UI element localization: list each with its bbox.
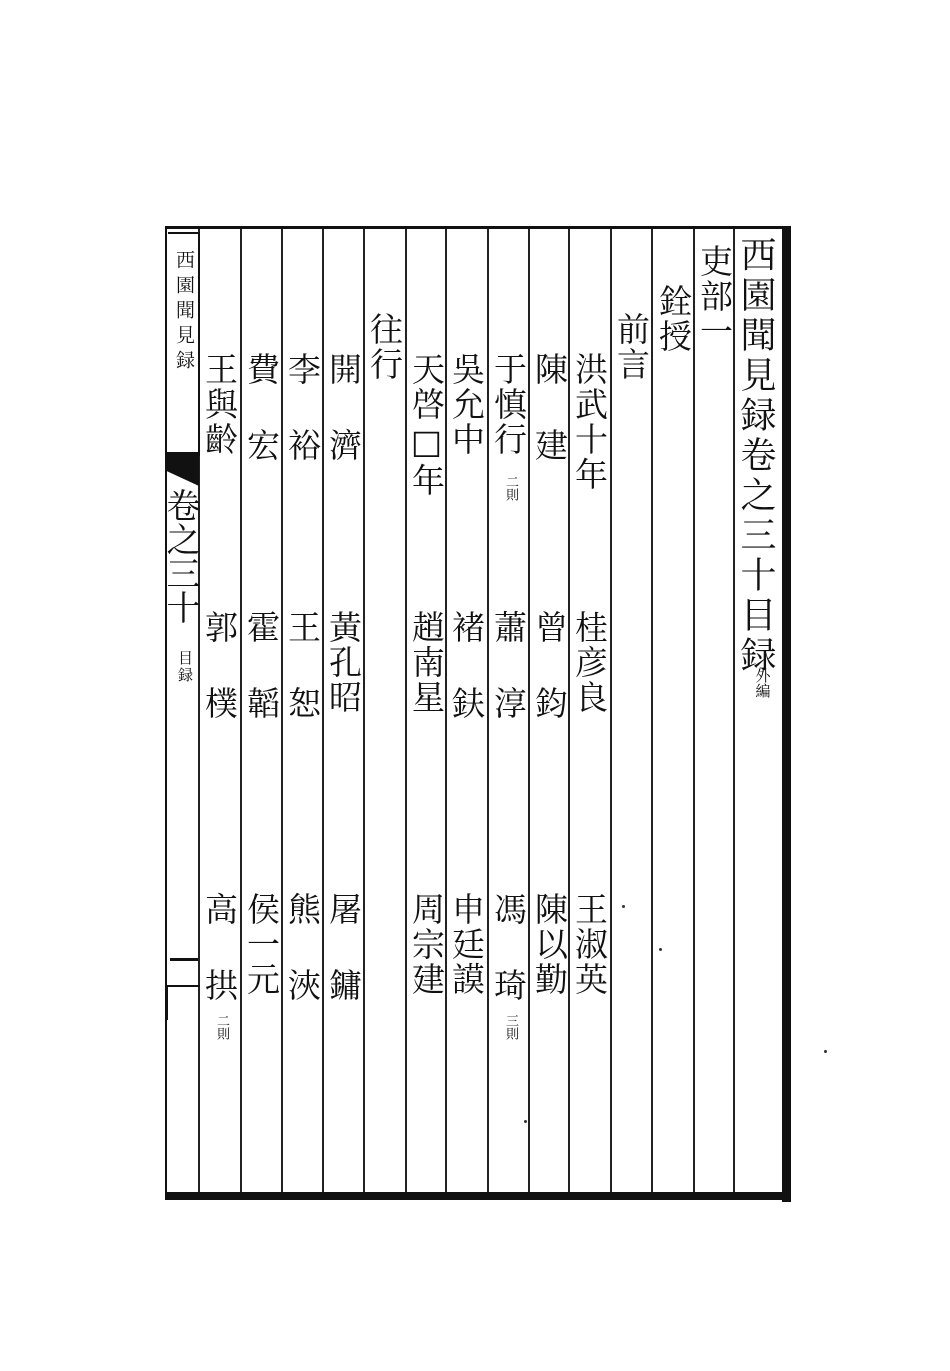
margin-book-title — [170, 250, 198, 375]
entry-name: 蕭 淳 — [489, 610, 528, 721]
entry-column — [406, 352, 446, 498]
entry-column — [488, 352, 528, 457]
entry-name: 霍 韜 — [242, 610, 281, 721]
entry-name: 王與齡 — [200, 352, 239, 457]
heading-qianyan: 前言 — [612, 312, 651, 382]
entry-column — [323, 610, 363, 715]
heading-column — [611, 312, 651, 382]
entry-name: 李 裕 — [283, 352, 322, 463]
entry-name: 周宗建 — [407, 892, 446, 997]
entry-column — [529, 892, 569, 997]
frame-left-border — [165, 226, 167, 1198]
entry-column — [569, 610, 609, 715]
title-note: 外編 — [753, 668, 772, 698]
entry-column — [241, 352, 281, 463]
entry-name: 侯一元 — [242, 892, 281, 997]
entry-column — [199, 352, 239, 457]
entry-name: 屠 鏞 — [324, 892, 363, 1003]
entry-name: 開 濟 — [324, 352, 363, 463]
ink-speck — [622, 905, 625, 908]
entry-name: 熊 浹 — [283, 892, 322, 1003]
entry-count-note: 二則 — [214, 1014, 229, 1040]
column-rule — [693, 229, 695, 1192]
entry-note — [207, 1014, 235, 1040]
entry-count-note: 二則 — [503, 475, 518, 501]
ink-speck — [659, 948, 662, 951]
entry-name: 桂彦良 — [570, 610, 609, 715]
title-column — [735, 236, 775, 676]
entry-name: 陳 建 — [530, 352, 569, 463]
title-note-column — [747, 668, 777, 698]
subsection-column — [653, 284, 693, 354]
entry-note — [496, 475, 524, 501]
entry-name: 王 恕 — [283, 610, 322, 721]
margin-volume-text: 卷之三十 — [160, 488, 200, 624]
margin-rule-vertical — [166, 985, 168, 1020]
entry-column — [569, 892, 609, 997]
entry-name: 趙南星 — [407, 610, 446, 715]
margin-page-number-text — [170, 938, 171, 939]
entry-column — [406, 892, 446, 997]
margin-page-number — [170, 958, 198, 961]
entry-name: 黃孔昭 — [324, 610, 363, 715]
entry-column — [488, 610, 528, 721]
entry-column — [282, 892, 322, 1003]
column-rule — [651, 229, 653, 1192]
entry-count-note: 三則 — [503, 1014, 518, 1040]
entry-name: 費 宏 — [242, 352, 281, 463]
heading-wangxing: 往行 — [365, 312, 404, 382]
entry-column — [282, 352, 322, 463]
entry-name: 陳以勤 — [530, 892, 569, 997]
entry-column — [199, 892, 239, 1003]
entry-name: 天啓□年 — [407, 352, 446, 498]
entry-column — [323, 352, 363, 463]
entry-note — [496, 1014, 524, 1040]
fish-tail-mark — [166, 452, 199, 486]
entry-name: 于慎行 — [489, 352, 528, 457]
entry-column — [406, 610, 446, 715]
entry-column — [446, 610, 486, 721]
entry-column — [446, 352, 486, 457]
entry-name: 褚 鈇 — [447, 610, 486, 721]
entry-column — [282, 610, 322, 721]
entry-column — [529, 352, 569, 463]
entry-name: 洪武十年 — [570, 352, 609, 492]
frame-right-border — [782, 226, 791, 1202]
margin-rule — [166, 985, 200, 987]
page-title: 西園聞見録卷之三十目録 — [735, 236, 776, 676]
entry-column — [529, 610, 569, 721]
heading-column — [364, 312, 404, 382]
entry-name: 王淑英 — [570, 892, 609, 997]
section-heading: 吏部一 — [695, 244, 734, 349]
entry-name: 申廷謨 — [447, 892, 486, 997]
margin-section-text: 目録 — [176, 650, 194, 684]
entry-column — [241, 610, 281, 721]
entry-name: 曾 鈞 — [530, 610, 569, 721]
section-column — [694, 244, 734, 349]
subsection-heading: 銓授 — [654, 284, 693, 354]
frame-bottom-border — [165, 1192, 791, 1200]
entry-name: 馮 琦 — [489, 892, 528, 1003]
entry-name: 吳允中 — [447, 352, 486, 457]
entry-name: 郭 樸 — [200, 610, 239, 721]
margin-book-title-text: 西園聞見録 — [173, 250, 195, 375]
margin-section — [171, 650, 199, 684]
ink-speck — [824, 1050, 827, 1053]
entry-column — [488, 892, 528, 1003]
entry-column — [323, 892, 363, 1003]
ink-speck — [524, 1120, 527, 1123]
margin-volume — [160, 488, 200, 624]
entry-name: 高 拱 — [200, 892, 239, 1003]
entry-column — [199, 610, 239, 721]
entry-column — [241, 892, 281, 997]
entry-column — [446, 892, 486, 997]
frame-top-border — [165, 226, 791, 229]
